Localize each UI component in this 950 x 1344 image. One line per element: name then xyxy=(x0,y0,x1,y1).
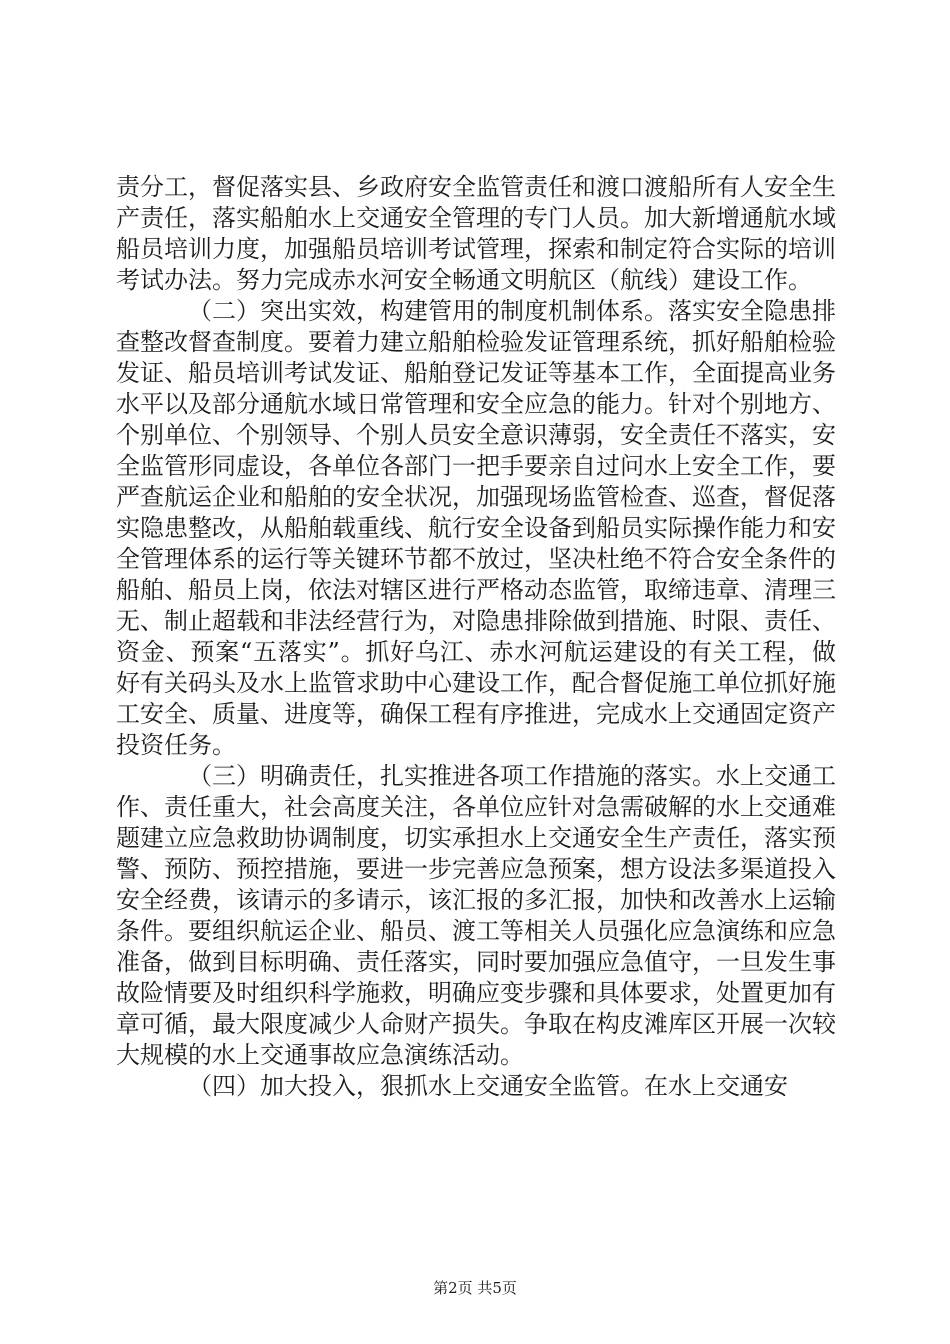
paragraph-section-2: （二）突出实效，构建管用的制度机制体系。落实安全隐患排查整改督查制度。要着力建立船舶检验发证管理系统，抓好船舶检验发证、船员培训考试发证、船舶登记发证等基本工作，全面提高业务水平以及部分通航水域日常管理和安全应急的能力。针对个别地方、个别单位、个别领导、个别人员安全意识薄弱，安全责任不落实，安全监管形同虚设，各单位各部门一把手要亲自过问水上安全工作，要严查航运企业和船舶的安全状况，加强现场监管检查、巡查，督促落实隐患整改，从船舶载重线、航行安全设备到船员实际操作能力和安全管理体系的运行等关键环节都不放过，坚决杜绝不符合安全条件的船舶、船员上岗，依法对辖区进行严格动态监管，取缔违章、清理三无、制止超载和非法经营行为，对隐患排除做到措施、时限、责任、资金、预案“五落实”。抓好乌江、赤水河航运建设的有关工程，做好有关码头及水上监管求助中心建设工作，配合督促施工单位抓好施工安全、质量、进度等，确保工程有序推进，完成水上交通固定资产投资任务。 xyxy=(116,297,836,759)
page-number-footer: 第2页 共5页 xyxy=(433,1279,517,1297)
paragraph-section-3: （三）明确责任，扎实推进各项工作措施的落实。水上交通工作、责任重大，社会高度关注，各单位应针对急需破解的水上交通难题建立应急救助协调制度，切实承担水上交通安全生产责任，落实预警、预防、预控措施，要进一步完善应急预案，想方设法多渠道投入安全经费，该请示的多请示，该汇报的多汇报，加快和改善水上运输条件。要组织航运企业、船员、渡工等相关人员强化应急演练和应急准备，做到目标明确、责任落实，同时要加强应急值守，一旦发生事故险情要及时组织科学施救，明确应变步骤和具体要求，处置更加有章可循，最大限度减少人命财产损失。争取在构皮滩库区开展一次较大规模的水上交通事故应急演练活动。 xyxy=(116,762,836,1069)
paragraph-continuation: 责分工，督促落实县、乡政府安全监管责任和渡口渡船所有人安全生产责任，落实船舶水上交通安全管理的专门人员。加大新增通航水域船员培训力度，加强船员培训考试管理，探索和制定符合实际的培训考试办法。努力完成赤水河安全畅通文明航区（航线）建设工作。 xyxy=(116,173,836,294)
document-body xyxy=(116,172,836,1102)
paragraph-section-4: （四）加大投入，狠抓水上交通安全监管。在水上交通安 xyxy=(188,1072,788,1100)
